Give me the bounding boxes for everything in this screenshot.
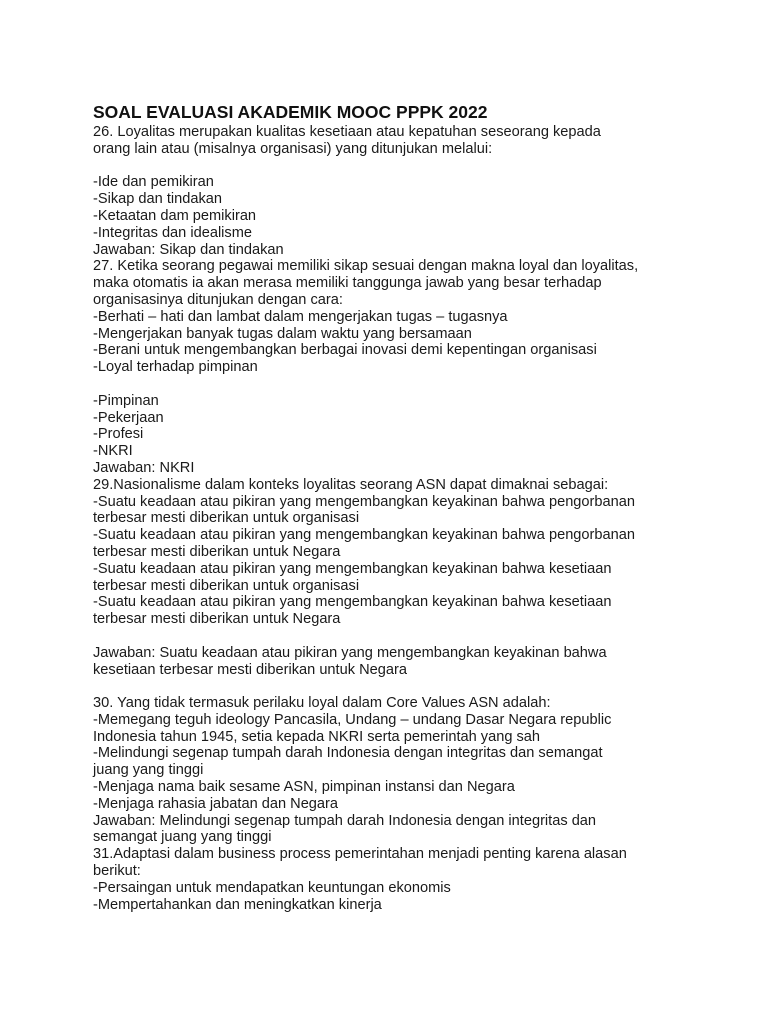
text-line: kesetiaan terbesar mesti diberikan untuk Negara (93, 661, 407, 678)
text-line: -Ide dan pemikiran (93, 174, 214, 191)
text-line: 27. Ketika seorang pegawai memiliki sikap sesuai dengan makna loyal dan loyalitas, (93, 258, 639, 275)
text-line: -Berani untuk mengembangkan berbagai inovasi demi kepentingan organisasi (93, 342, 597, 359)
text-line: orang lain atau (misalnya organisasi) yang ditunjukan melalui: (93, 140, 493, 157)
text-line: 31.Adaptasi dalam business process pemerintahan menjadi penting karena alasan (93, 846, 627, 863)
text-line: semangat juang yang tinggi (93, 829, 272, 846)
text-line: -Integritas dan idealisme (93, 224, 252, 241)
document-content (93, 101, 733, 913)
text-line: 26. Loyalitas merupakan kualitas kesetiaan atau kepatuhan seseorang kepada (93, 124, 601, 140)
text-line: -Suatu keadaan atau pikiran yang mengembangkan keyakinan bahwa kesetiaan (93, 594, 612, 611)
text-line: -Pekerjaan (93, 409, 164, 426)
blank-line (93, 678, 733, 695)
blank-line (93, 376, 733, 393)
text-line: -Sikap dan tindakan (93, 191, 222, 208)
text-line: Jawaban: NKRI (93, 459, 195, 476)
text-line: terbesar mesti diberikan untuk organisasi (93, 510, 360, 527)
text-line: 30. Yang tidak termasuk perilaku loyal dalam Core Values ASN adalah: (93, 695, 551, 712)
text-line: juang yang tinggi (93, 762, 204, 779)
text-line: terbesar mesti diberikan untuk organisasi (93, 577, 360, 594)
text-line: -Persaingan untuk mendapatkan keuntungan ekonomis (93, 879, 451, 896)
text-line: -Suatu keadaan atau pikiran yang mengembangkan keyakinan bahwa kesetiaan (93, 560, 612, 577)
text-line: -Ketaatan dam pemikiran (93, 207, 257, 224)
text-line: -Memegang teguh ideology Pancasila, Undang – undang Dasar Negara republic (93, 711, 612, 728)
text-line: -Pimpinan (93, 392, 159, 409)
text-line: -Melindungi segenap tumpah darah Indonesia dengan integritas dan semangat (93, 745, 603, 762)
blank-line (93, 628, 733, 645)
text-line: 29.Nasionalisme dalam konteks loyalitas seorang ASN dapat dimaknai sebagai: (93, 476, 609, 493)
text-line: organisasinya ditunjukan dengan cara: (93, 291, 343, 308)
text-line: berikut: (93, 863, 141, 880)
text-line: Jawaban: Sikap dan tindakan (93, 241, 284, 258)
text-line: -Suatu keadaan atau pikiran yang mengembangkan keyakinan bahwa pengorbanan (93, 493, 635, 510)
text-line: Indonesia tahun 1945, setia kepada NKRI serta pemerintah yang sah (93, 728, 541, 745)
document-body (93, 124, 733, 913)
text-line: -Suatu keadaan atau pikiran yang mengembangkan keyakinan bahwa pengorbanan (93, 527, 635, 544)
document-title: SOAL EVALUASI AKADEMIK MOOC PPPK 2022 (93, 102, 488, 122)
text-line: -Loyal terhadap pimpinan (93, 359, 258, 376)
text-line: -Menjaga nama baik sesame ASN, pimpinan instansi dan Negara (93, 779, 515, 796)
text-line: -Profesi (93, 426, 144, 443)
text-line: terbesar mesti diberikan untuk Negara (93, 611, 341, 628)
text-line: -Berhati – hati dan lambat dalam mengerjakan tugas – tugasnya (93, 308, 508, 325)
text-line: maka otomatis ia akan merasa memiliki tanggunga jawab yang besar terhadap (93, 275, 602, 292)
text-line: -Mengerjakan banyak tugas dalam waktu yang bersamaan (93, 325, 472, 342)
text-line: terbesar mesti diberikan untuk Negara (93, 543, 341, 560)
text-line: Jawaban: Suatu keadaan atau pikiran yang mengembangkan keyakinan bahwa (93, 644, 607, 661)
text-line: -Menjaga rahasia jabatan dan Negara (93, 795, 339, 812)
blank-line (93, 158, 733, 175)
text-line: -Mempertahankan dan meningkatkan kinerja (93, 896, 382, 913)
text-line: -NKRI (93, 443, 133, 460)
text-line: Jawaban: Melindungi segenap tumpah darah Indonesia dengan integritas dan (93, 812, 597, 829)
